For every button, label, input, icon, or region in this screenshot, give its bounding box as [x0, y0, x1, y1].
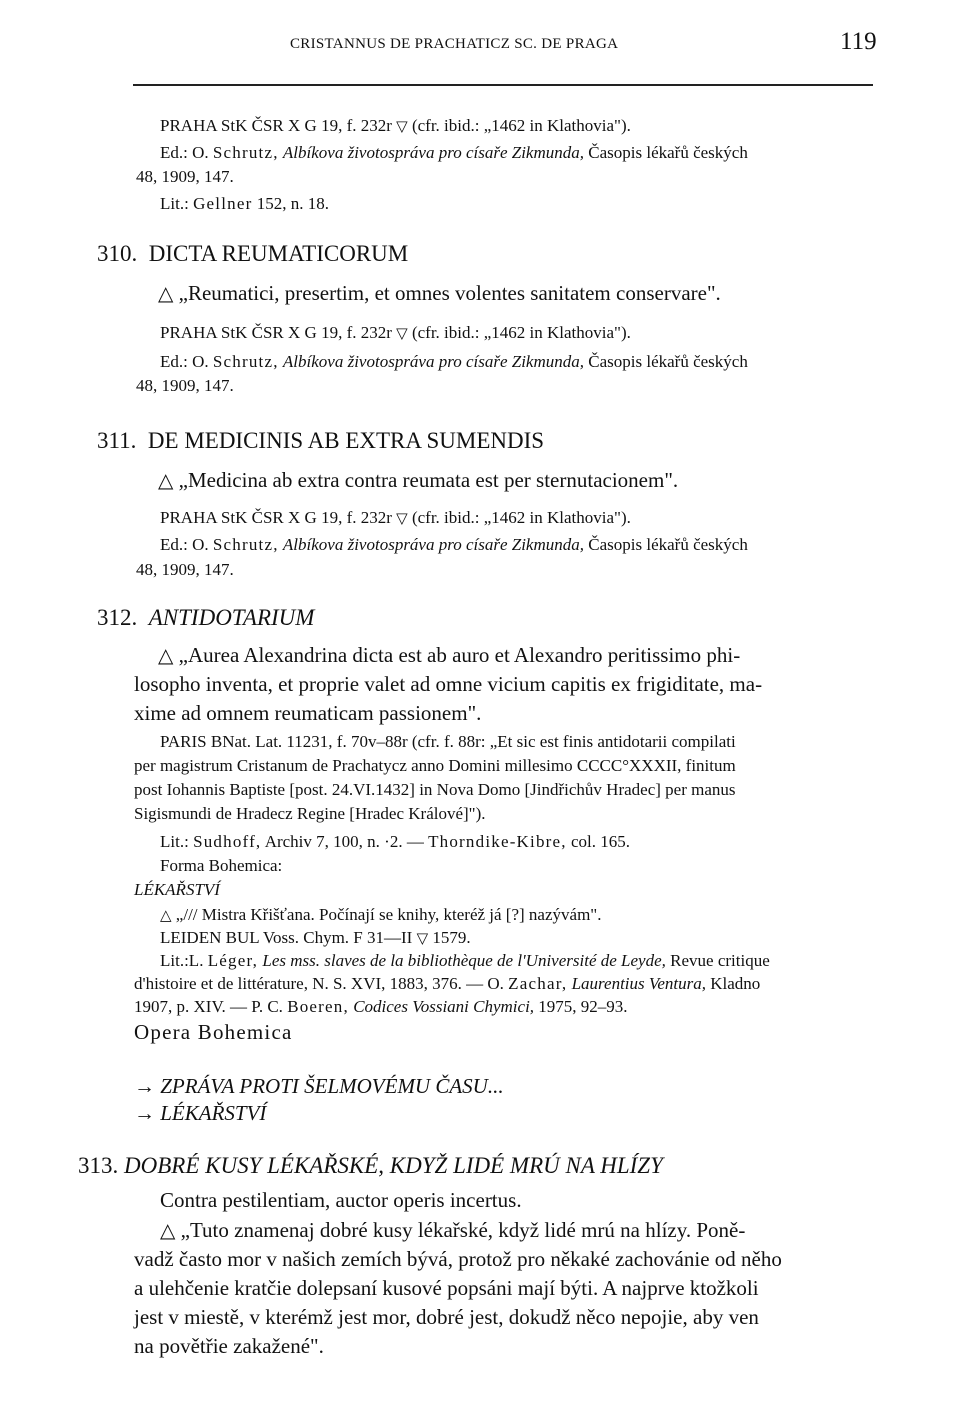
explicit-icon: ▽ — [416, 929, 429, 947]
entry-313-incipit-4: jest v miestě, v kterémž jest mor, dobré jest, dokudž něco nepojie, aby ven — [134, 1305, 759, 1329]
arrow-right-icon: → — [134, 1074, 155, 1098]
opera-ref-1[interactable]: → ZPRÁVA PROTI ŠELMOVÉMU ČASU... — [134, 1074, 504, 1098]
entry-312-ms-4: Sigismundi de Hradecz Regine [Hradec Králové]"). — [134, 804, 486, 823]
entry-311-heading: 311. DE MEDICINIS AB EXTRA SUMENDIS — [97, 428, 545, 453]
entry-312-incipit-2: losopho inventa, et proprie valet ad omne vicium capitis ex frigiditate, ma- — [134, 672, 763, 696]
entry-313-note: Contra pestilentiam, auctor operis incertus. — [160, 1188, 522, 1212]
entry-312-ms-2: per magistrum Cristanum de Prachatycz anno Domini millesimo CCCC°XXXII, finitum — [134, 756, 736, 775]
entry-311-ed-cont: 48, 1909, 147. — [136, 560, 234, 579]
prev-lit-line: Lit.: Gellner 152, n. 18. — [160, 194, 329, 213]
forma-lit-3: 1907, p. XIV. — P. C. Boeren, Codices Vossiani Chymici, 1975, 92–93. — [134, 997, 628, 1016]
entry-310-ms: PRAHA StK ČSR X G 19, f. 232r ▽ (cfr. ibid.: „1462 in Klathovia"). — [160, 323, 631, 342]
prev-ms-line: PRAHA StK ČSR X G 19, f. 232r ▽ (cfr. ibid.: „1462 in Klathovia"). — [160, 116, 631, 135]
prev-ed-line: Ed.: O. Schrutz, Albíkova životospráva pro císaře Zikmunda, Časopis lékařů českých — [160, 143, 748, 162]
forma-ms: LEIDEN BUL Voss. Chym. F 31—II ▽ 1579. — [160, 928, 471, 947]
entry-310-ed: Ed.: O. Schrutz, Albíkova životospráva pro císaře Zikmunda, Časopis lékařů českých — [160, 352, 748, 371]
page-number: 119 — [840, 28, 877, 55]
incipit-icon: △ — [158, 281, 174, 305]
entry-310-incipit: △ „Reumatici, presertim, et omnes volentes sanitatem conservare". — [158, 281, 721, 305]
entry-313-heading: 313. DOBRÉ KUSY LÉKAŘSKÉ, KDYŽ LIDÉ MRÚ NA HLÍZY — [78, 1153, 663, 1178]
entry-313-incipit-3: a ulehčenie kratčie dolepsaní kusové popsáni mají býti. A najprve ktožkoli — [134, 1276, 759, 1300]
header-rule — [133, 84, 873, 86]
arrow-right-icon: → — [134, 1101, 155, 1125]
incipit-icon: △ — [158, 468, 174, 492]
incipit-icon: △ — [160, 1218, 176, 1242]
entry-311-incipit: △ „Medicina ab extra contra reumata est per sternutacionem". — [158, 468, 679, 492]
incipit-icon: △ — [158, 643, 174, 667]
prev-ed-cont: 48, 1909, 147. — [136, 167, 234, 186]
explicit-icon: ▽ — [396, 509, 408, 527]
entry-312-incipit-3: xime ad omnem reumaticam passionem". — [134, 701, 482, 725]
entry-312-ms-1: PARIS BNat. Lat. 11231, f. 70v–88r (cfr. f. 88r: „Et sic est finis antidotarii compilati — [160, 732, 736, 751]
forma-lit-2: d'histoire et de littérature, N. S. XVI, 1883, 376. — O. Zachar, Laurentius Ventura, Kladno — [134, 974, 761, 993]
entry-312-heading: 312. ANTIDOTARIUM — [97, 605, 315, 630]
forma-lit-1: Lit.:L. Léger, Les mss. slaves de la bibliothèque de l'Université de Leyde, Revue critique — [160, 951, 770, 970]
entry-311-ms: PRAHA StK ČSR X G 19, f. 232r ▽ (cfr. ibid.: „1462 in Klathovia"). — [160, 508, 631, 527]
explicit-icon: ▽ — [396, 117, 408, 135]
entry-311-ed: Ed.: O. Schrutz, Albíkova životospráva pro císaře Zikmunda, Časopis lékařů českých — [160, 535, 748, 554]
forma-bohemica-label: Forma Bohemica: — [160, 856, 283, 875]
entry-312-incipit-1: △ „Aurea Alexandrina dicta est ab auro et Alexandro peritissimo phi- — [158, 643, 741, 667]
explicit-icon: ▽ — [396, 324, 408, 342]
entry-310-ed-cont: 48, 1909, 147. — [136, 376, 234, 395]
forma-incipit: △ „/// Mistra Křišťana. Počínají se knihy, kteréž já [?] nazývám". — [160, 905, 602, 924]
entry-313-incipit-1: △ „Tuto znamenaj dobré kusy lékařské, když lidé mrú na hlízy. Poně- — [160, 1218, 746, 1242]
running-title: CRISTANNUS DE PRACHATICZ SC. DE PRAGA — [290, 36, 619, 52]
opera-bohemica-label: Opera Bohemica — [134, 1020, 293, 1044]
entry-310-heading: 310. DICTA REUMATICORUM — [97, 241, 409, 266]
entry-313-incipit-5: na povětřie zakažené". — [134, 1334, 324, 1358]
forma-title: LÉKAŘSTVÍ — [134, 880, 220, 899]
entry-312-ms-3: post Iohannis Baptiste [post. 24.VI.1432] in Nova Domo [Jindřichův Hradec] per manus — [134, 780, 736, 799]
entry-313-incipit-2: vadž často mor v našich zemích bývá, protož pro někaké zachovánie od něho — [134, 1247, 782, 1271]
opera-ref-2[interactable]: → LÉKAŘSTVÍ — [134, 1101, 267, 1125]
incipit-icon: △ — [160, 906, 172, 924]
entry-312-lit: Lit.: Sudhoff, Archiv 7, 100, n. ·2. — Thorndike-Kibre, col. 165. — [160, 832, 630, 851]
